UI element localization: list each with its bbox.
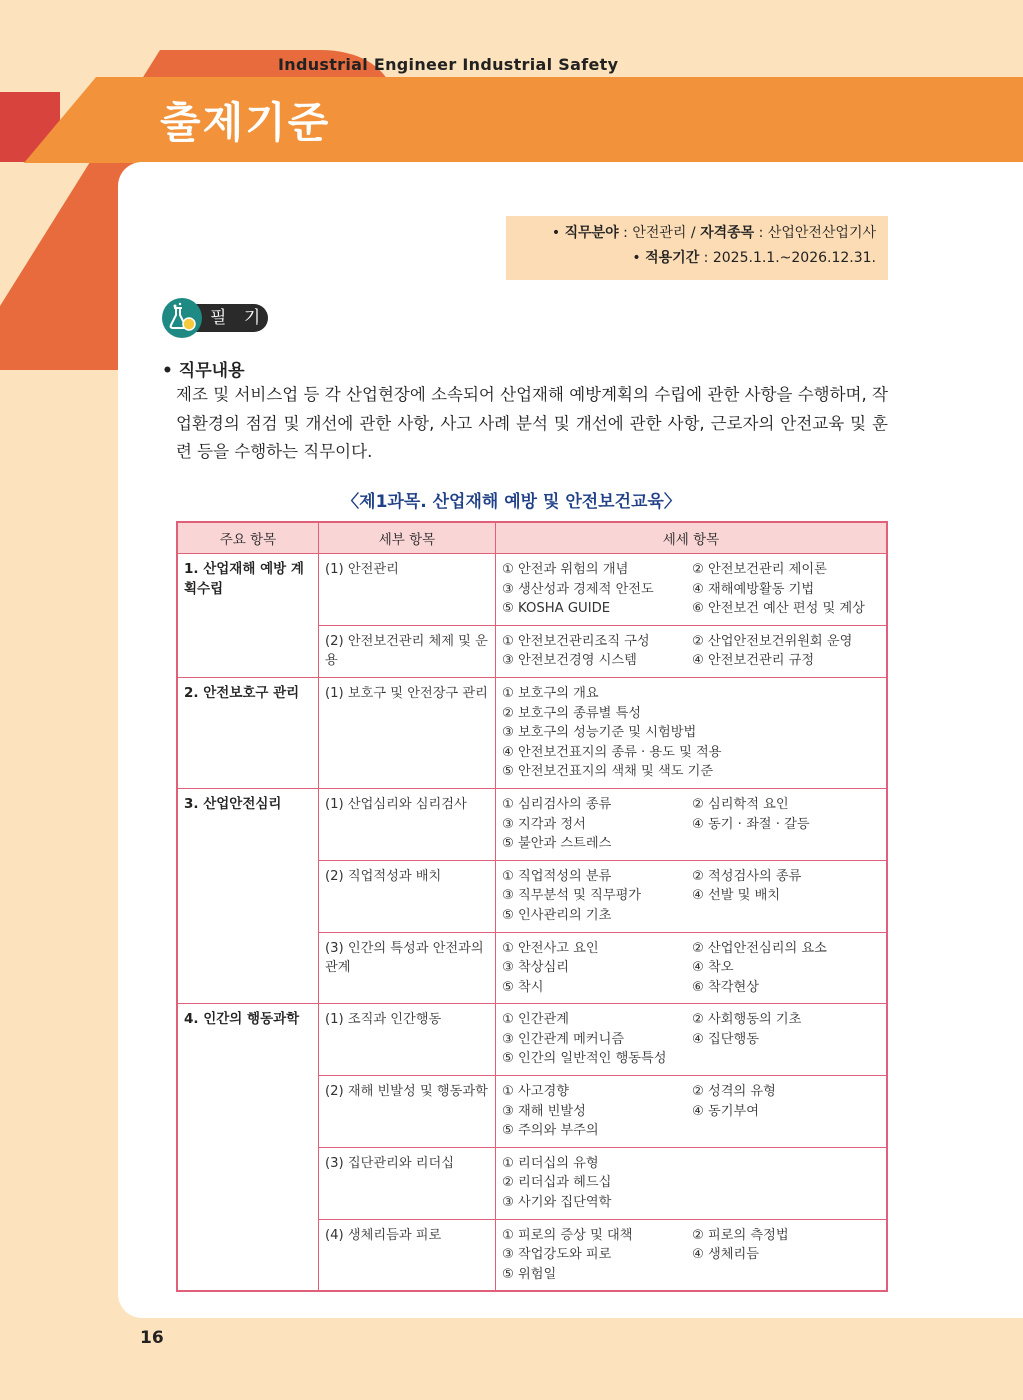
detail-item: ② 적성검사의 종류 [692, 868, 802, 884]
detail-item: ⑤ 불안과 스트레스 [502, 836, 612, 852]
table-header-row [177, 522, 887, 554]
detail-item: ② 안전보건관리 제이론 [692, 562, 827, 577]
detail-items-cell [496, 677, 888, 788]
detail-item: ② 보호구의 종류별 특성 [502, 705, 642, 721]
detail-item: ④ 선발 및 배치 [692, 888, 781, 904]
detail-items-cell [496, 625, 888, 677]
column-header: 세부 항목 [319, 522, 496, 554]
detail-item: ④ 착오 [692, 960, 734, 976]
detail-item: ② 심리학적 요인 [692, 796, 789, 812]
detail-item: ⑤ 인간의 일반적인 행동특성 [502, 1051, 667, 1067]
page-number: 16 [140, 1328, 164, 1348]
detail-item: ③ 인간관계 메커니즘 [502, 1031, 625, 1047]
detail-item: ② 사회행동의 기초 [692, 1012, 802, 1028]
detail-item: ② 산업안전보건위원회 운영 [692, 633, 853, 649]
exam-criteria-table [176, 521, 888, 1292]
sub-item-cell: (1) 조직과 인간행동 [319, 1004, 496, 1076]
detail-item: ④ 동기 · 좌절 · 갈등 [692, 816, 810, 832]
detail-item: ① 리더십의 유형 [502, 1155, 599, 1171]
detail-items-cell [496, 554, 888, 626]
exam-type-label: 필 기 [184, 304, 268, 332]
detail-item: ③ 재해 빈발성 [502, 1103, 586, 1119]
detail-item: ② 산업안전심리의 요소 [692, 940, 827, 956]
main-item-cell [177, 860, 319, 932]
detail-item: ④ 집단행동 [692, 1031, 759, 1047]
info-box: • 직무분야 : 안전관리 / 자격종목 : 산업안전산업기사 • 적용기간 : 2025.1.1.~2026.12.31. [506, 216, 888, 280]
main-item-cell [177, 1076, 319, 1148]
main-item-cell [177, 1147, 319, 1219]
sub-item-cell: (1) 산업심리와 심리검사 [319, 788, 496, 860]
table-row [177, 1147, 887, 1219]
sub-item-cell: (2) 직업적성과 배치 [319, 860, 496, 932]
detail-item: ③ 작업강도와 피로 [502, 1247, 612, 1263]
detail-item: ① 보호구의 개요 [502, 685, 599, 701]
table-row [177, 932, 887, 1004]
table-row [177, 677, 887, 788]
detail-items-cell [496, 860, 888, 932]
sub-item-cell: (3) 인간의 특성과 안전과의 관계 [319, 932, 496, 1004]
main-item-cell: 4. 인간의 행동과학 [177, 1004, 319, 1076]
page-title: 출제기준 [160, 98, 331, 147]
detail-items-cell [496, 1147, 888, 1219]
detail-items-cell [496, 1004, 888, 1076]
detail-item: ③ 직무분석 및 직무평가 [502, 888, 642, 904]
main-item-cell: 2. 안전보호구 관리 [177, 677, 319, 788]
main-item-cell [177, 625, 319, 677]
main-item-cell: 3. 산업안전심리 [177, 788, 319, 860]
table-row [177, 1076, 887, 1148]
main-item-cell [177, 932, 319, 1004]
detail-item: ⑥ 착각현상 [692, 979, 759, 995]
detail-item: ② 리더십과 헤드십 [502, 1175, 612, 1191]
detail-item: ① 안전사고 요인 [502, 940, 599, 956]
table-row [177, 554, 887, 626]
sub-item-cell: (1) 보호구 및 안전장구 관리 [319, 677, 496, 788]
detail-item: ① 사고경향 [502, 1084, 569, 1100]
detail-item: ② 성격의 유형 [692, 1084, 776, 1100]
detail-item: ⑤ 주의와 부주의 [502, 1123, 599, 1139]
detail-items-cell [496, 1219, 888, 1291]
sub-item-cell: (2) 안전보건관리 체제 및 운용 [319, 625, 496, 677]
main-item-cell [177, 1219, 319, 1291]
detail-items-cell [496, 1076, 888, 1148]
sub-item-cell: (1) 안전관리 [319, 554, 496, 626]
column-header: 주요 항목 [177, 522, 319, 554]
duty-text: 제조 및 서비스업 등 각 산업현장에 소속되어 산업재해 예방계획의 수립에 관한 사항을 수행하며, 작업환경의 점검 및 개선에 관한 사항, 사고 사례 분석 및 개선에 관한 사항, 근로자의 안전교육 및 훈련 등을 수행하는 직무이다. [176, 385, 888, 461]
table-row [177, 788, 887, 860]
detail-items-cell [496, 932, 888, 1004]
detail-item: ① 안전보건관리조직 구성 [502, 633, 650, 649]
detail-item: ③ 안전보건경영 시스템 [502, 653, 637, 669]
detail-item: ④ 동기부여 [692, 1103, 759, 1119]
exam-type-badge [162, 298, 270, 338]
detail-item: ④ 재해예방활동 기법 [692, 581, 815, 597]
book-title: Industrial Engineer Industrial Safety [278, 55, 619, 74]
detail-item: ④ 안전보건표지의 종류 · 용도 및 적용 [502, 744, 722, 760]
detail-item: ⑥ 안전보건 예산 편성 및 계상 [692, 601, 865, 617]
detail-item: ③ 보호구의 성능기준 및 시험방법 [502, 725, 697, 741]
detail-item: ⑤ 안전보건표지의 색채 및 색도 기준 [502, 764, 714, 780]
duty-heading: • 직무내용 [162, 361, 245, 381]
detail-item: ⑤ 위험일 [502, 1266, 557, 1282]
subject-title: 〈제1과목. 산업재해 예방 및 안전보건교육〉 [342, 492, 681, 512]
detail-items-cell [496, 788, 888, 860]
sub-item-cell: (4) 생체리듬과 피로 [319, 1219, 496, 1291]
detail-item: ③ 착상심리 [502, 960, 569, 976]
detail-item: ① 심리검사의 종류 [502, 796, 612, 812]
column-header: 세세 항목 [496, 522, 888, 554]
detail-item: ③ 지각과 정서 [502, 816, 586, 832]
detail-item: ④ 생체리듬 [692, 1247, 759, 1263]
table-row [177, 1219, 887, 1291]
detail-item: ① 안전과 위험의 개념 [502, 562, 629, 577]
detail-item: ④ 안전보건관리 규정 [692, 653, 815, 669]
detail-item: ③ 사기와 집단역학 [502, 1195, 612, 1211]
sub-item-cell: (2) 재해 빈발성 및 행동과학 [319, 1076, 496, 1148]
flask-icon [162, 298, 202, 338]
detail-item: ⑤ KOSHA GUIDE [502, 601, 611, 617]
table-row [177, 625, 887, 677]
detail-item: ② 피로의 측정법 [692, 1227, 789, 1243]
main-item-cell: 1. 산업재해 예방 계획수립 [177, 554, 319, 626]
sub-item-cell: (3) 집단관리와 리더십 [319, 1147, 496, 1219]
detail-item: ① 피로의 증상 및 대책 [502, 1227, 633, 1243]
detail-item: ① 직업적성의 분류 [502, 868, 612, 884]
detail-item: ⑤ 착시 [502, 979, 544, 995]
table-row [177, 1004, 887, 1076]
detail-item: ③ 생산성과 경제적 안전도 [502, 581, 654, 597]
detail-item: ⑤ 인사관리의 기초 [502, 907, 612, 923]
table-row [177, 860, 887, 932]
detail-item: ① 인간관계 [502, 1012, 569, 1028]
